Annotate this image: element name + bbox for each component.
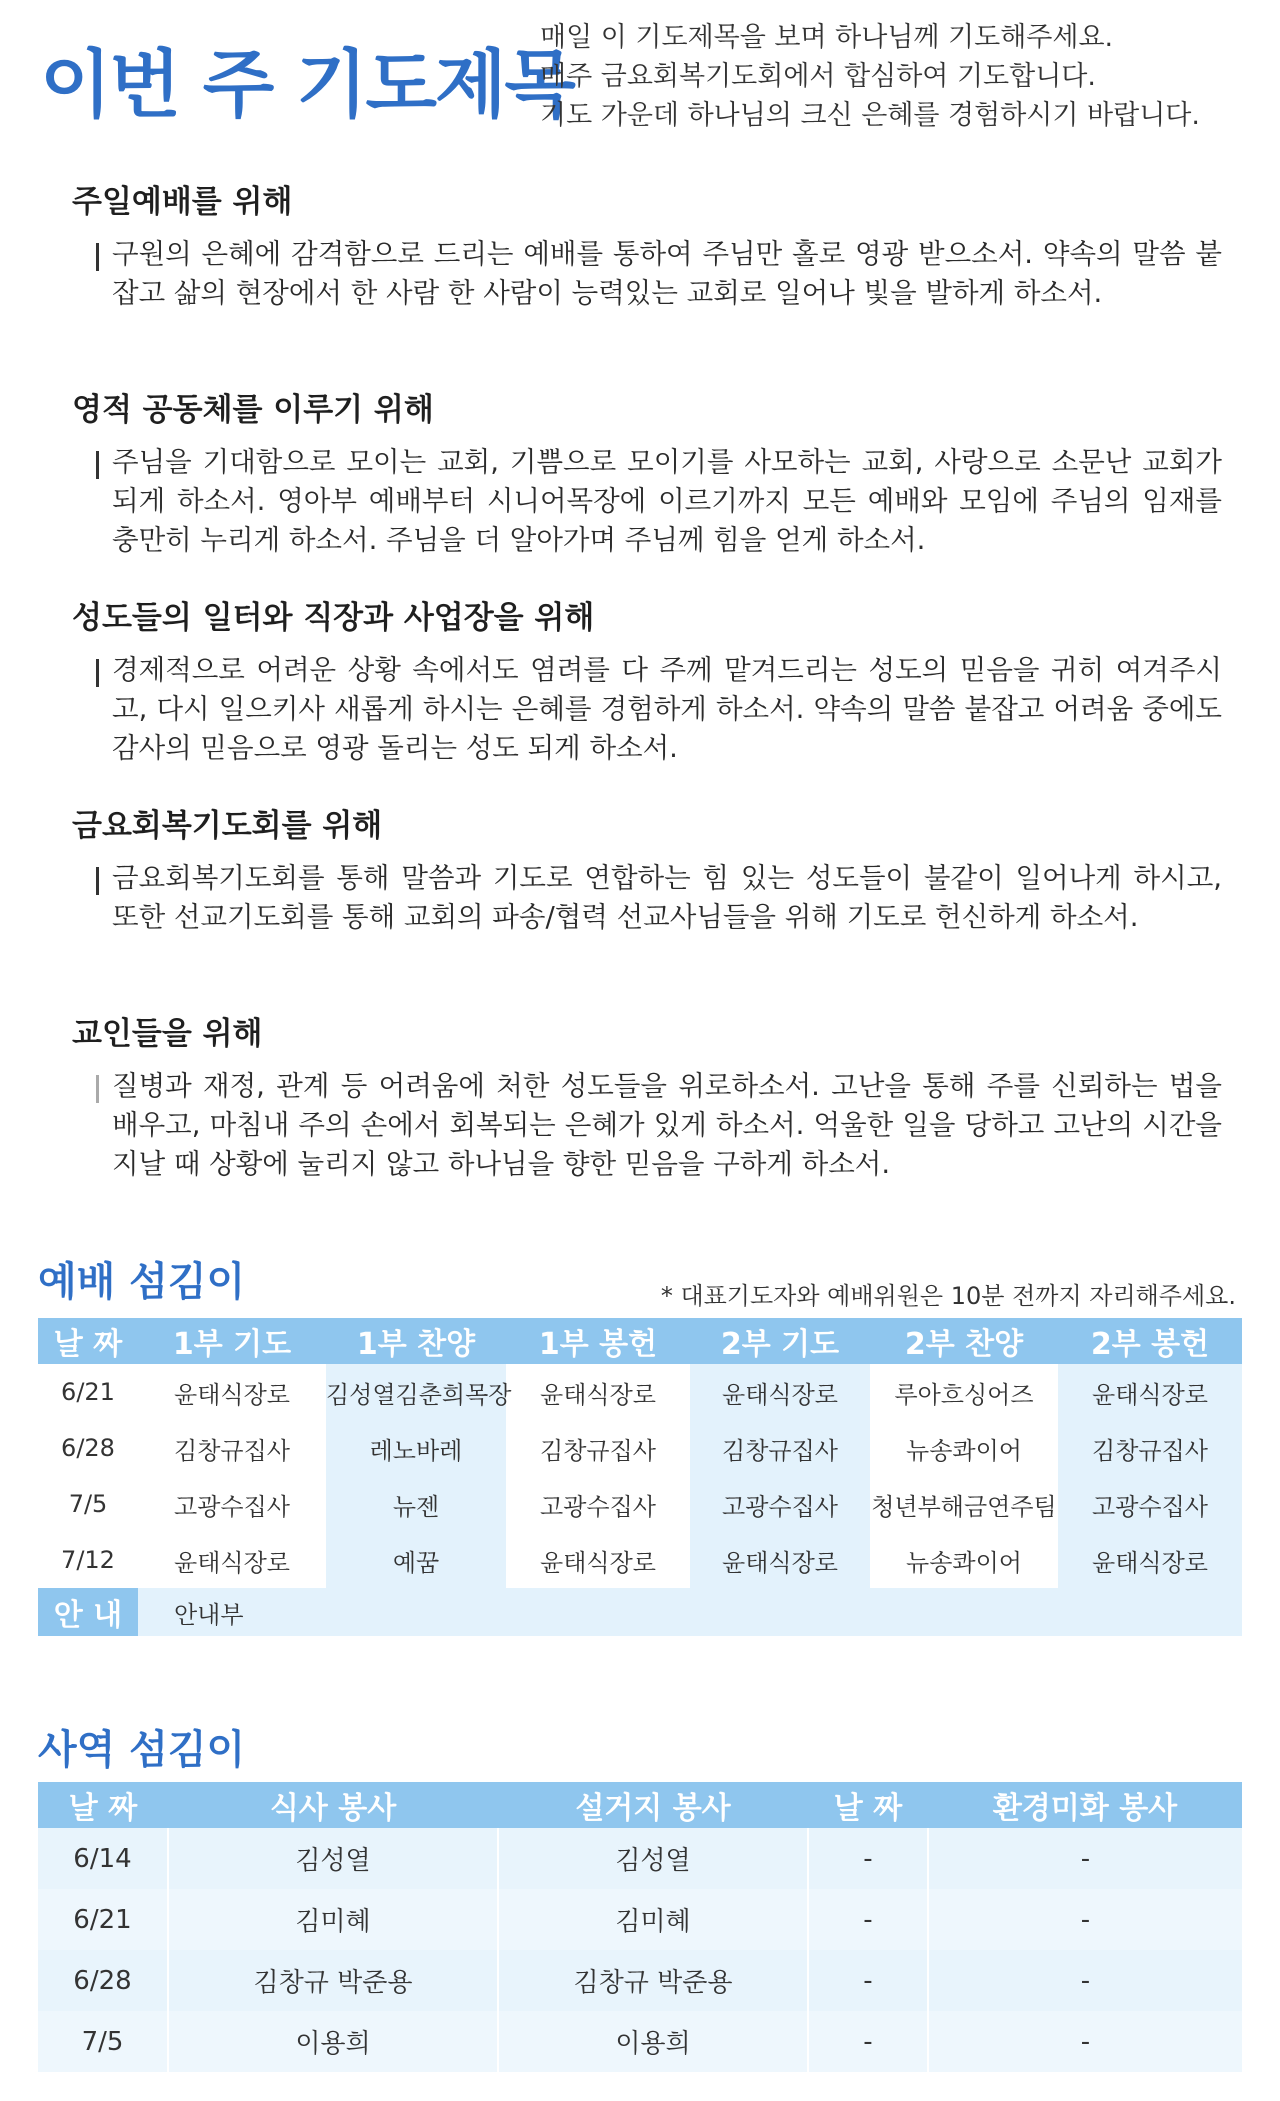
table-cell: 김성열	[498, 1828, 808, 1889]
worship-section-title: 예배 섬김이	[38, 1259, 246, 1305]
bullet-bar	[96, 867, 99, 895]
header-line: 매주 금요회복기도회에서 합심하여 기도합니다.	[540, 61, 1096, 92]
date-cell: 6/14	[38, 1828, 168, 1889]
table-row	[38, 2011, 1242, 2072]
worship-note: * 대표기도자와 예배위원은 10분 전까지 자리해주세요.	[660, 1282, 1236, 1310]
table-row	[38, 1364, 1242, 1420]
prayer-body-wrap	[72, 443, 1222, 560]
table-cell: 윤태식장로	[1058, 1532, 1242, 1588]
prayer-body-wrap	[72, 235, 1222, 313]
guide-value: 안내부	[138, 1588, 1242, 1636]
prayer-section-community	[72, 384, 1222, 560]
bullet-bar	[96, 659, 99, 687]
prayer-title: 주일예배를 위해	[72, 184, 293, 220]
guide-label: 안 내	[38, 1588, 138, 1636]
service-section-title: 사역 섬김이	[38, 1727, 246, 1773]
table-cell: 김창규 박준용	[498, 1950, 808, 2011]
date-cell: 6/21	[38, 1889, 168, 1950]
table-cell: 뉴송콰이어	[906, 1436, 1022, 1465]
col-header-1-offering: 1부 봉헌	[506, 1318, 690, 1364]
header	[40, 18, 1240, 131]
table-row	[38, 1889, 1242, 1950]
col-header-2-praise: 2부 찬양	[870, 1318, 1058, 1364]
prayer-section-worship	[72, 176, 1222, 313]
col-header-2-prayer: 2부 기도	[690, 1318, 870, 1364]
table-cell: 고광수집사	[540, 1492, 656, 1521]
date-cell: -	[808, 2011, 928, 2072]
worship-table	[38, 1318, 1242, 1636]
table-cell: 윤태식장로	[540, 1548, 656, 1577]
prayer-body-wrap	[72, 651, 1222, 768]
date-cell: 7/12	[61, 1546, 115, 1574]
prayer-section-members	[72, 1008, 1222, 1184]
table-cell: 이용희	[498, 2011, 808, 2072]
table-cell: 뉴젠	[326, 1476, 506, 1532]
service-table	[38, 1782, 1242, 2072]
table-cell: 윤태식장로	[1058, 1364, 1242, 1420]
table-cell: 고광수집사	[1058, 1476, 1242, 1532]
prayer-section-friday	[72, 800, 1222, 937]
table-cell: 김창규 박준용	[168, 1950, 498, 2011]
table-cell: 김미혜	[498, 1889, 808, 1950]
table-cell: 윤태식장로	[690, 1532, 870, 1588]
date-cell: 6/28	[38, 1950, 168, 2011]
table-cell: 김창규집사	[540, 1436, 656, 1465]
prayer-title: 영적 공동체를 이루기 위해	[72, 392, 434, 428]
prayer-title: 금요회복기도회를 위해	[72, 808, 383, 844]
prayer-body-wrap	[72, 859, 1222, 937]
table-cell: 김성열김춘희목장	[326, 1364, 506, 1420]
table-cell: 윤태식장로	[540, 1380, 656, 1409]
prayer-body: 구원의 은혜에 감격함으로 드리는 예배를 통하여 주님만 홀로 영광 받으소서. 약속의 말씀 붙잡고 삶의 현장에서 한 사람 한 사람이 능력있는 교회로 일어나 빛을 발하게 하소서.	[112, 238, 1222, 309]
table-cell: -	[928, 2011, 1242, 2072]
table-row	[38, 1532, 1242, 1588]
bullet-bar	[96, 243, 99, 271]
table-cell: 레노바레	[326, 1420, 506, 1476]
col-header-dishes: 설거지 봉사	[498, 1782, 808, 1828]
date-cell: -	[808, 1950, 928, 2011]
table-cell: 윤태식장로	[174, 1380, 290, 1409]
col-header-date: 날 짜	[38, 1318, 138, 1364]
header-line: 매일 이 기도제목을 보며 하나님께 기도해주세요.	[540, 22, 1114, 53]
prayer-body: 질병과 재정, 관계 등 어려움에 처한 성도들을 위로하소서. 고난을 통해 주를 신뢰하는 법을 배우고, 마침내 주의 손에서 회복되는 은혜가 있게 하소서. 억울한 일을 당하고 고난의 시간을 지날 때 상황에 눌리지 않고 하나님을 향한 믿음을 구하게 하소서.	[112, 1070, 1222, 1180]
table-header-row	[38, 1782, 1242, 1828]
col-header-1-prayer: 1부 기도	[138, 1318, 326, 1364]
col-header-date-2: 날 짜	[808, 1782, 928, 1828]
table-cell: 김창규집사	[690, 1420, 870, 1476]
table-cell: -	[928, 1889, 1242, 1950]
table-header-row	[38, 1318, 1242, 1364]
prayer-body: 주님을 기대함으로 모이는 교회, 기쁨으로 모이기를 사모하는 교회, 사랑으로 소문난 교회가 되게 하소서. 영아부 예배부터 시니어목장에 이르기까지 모든 예배와 모임에 주님의 임재를 충만히 누리게 하소서. 주님을 더 알아가며 주님께 힘을 얻게 하소서.	[112, 446, 1222, 556]
date-cell: 7/5	[68, 1490, 108, 1518]
table-cell: 김성열	[168, 1828, 498, 1889]
date-cell: 7/5	[38, 2011, 168, 2072]
prayer-title: 성도들의 일터와 직장과 사업장을 위해	[72, 600, 595, 636]
table-cell: 김미혜	[168, 1889, 498, 1950]
guide-row	[38, 1588, 1242, 1636]
date-cell: 6/28	[61, 1434, 115, 1462]
prayer-section-workplace	[72, 592, 1222, 768]
table-row	[38, 1420, 1242, 1476]
col-header-1-praise: 1부 찬양	[326, 1318, 506, 1364]
table-cell: 뉴송콰이어	[906, 1548, 1022, 1577]
table-cell: 윤태식장로	[690, 1364, 870, 1420]
table-cell: 고광수집사	[174, 1492, 290, 1521]
table-cell: -	[928, 1950, 1242, 2011]
header-line: 기도 가운데 하나님의 크신 은혜를 경험하시기 바랍니다.	[540, 100, 1200, 131]
bullet-bar	[96, 451, 99, 479]
date-cell: -	[808, 1889, 928, 1950]
table-cell: 청년부해금연주팀	[871, 1492, 1057, 1521]
date-cell: 6/21	[61, 1378, 115, 1406]
table-cell: 김창규집사	[174, 1436, 290, 1465]
prayer-body-wrap	[72, 1067, 1222, 1184]
col-header-cleaning: 환경미화 봉사	[928, 1782, 1242, 1828]
col-header-date: 날 짜	[38, 1782, 168, 1828]
col-header-2-offering: 2부 봉헌	[1058, 1318, 1242, 1364]
table-row	[38, 1828, 1242, 1889]
table-cell: 이용희	[168, 2011, 498, 2072]
date-cell: -	[808, 1828, 928, 1889]
prayer-body: 경제적으로 어려운 상황 속에서도 염려를 다 주께 맡겨드리는 성도의 믿음을 귀히 여겨주시고, 다시 일으키사 새롭게 하시는 은혜를 경험하게 하소서. 약속의 말씀 붙잡고 어려움 중에도 감사의 믿음으로 영광 돌리는 성도 되게 하소서.	[112, 654, 1222, 764]
table-cell: 김창규집사	[1058, 1420, 1242, 1476]
header-intro	[540, 18, 1200, 135]
table-cell: 루아흐싱어즈	[894, 1380, 1034, 1409]
prayer-title: 교인들을 위해	[72, 1016, 263, 1052]
prayer-body: 금요회복기도회를 통해 말씀과 기도로 연합하는 힘 있는 성도들이 불같이 일어나게 하시고, 또한 선교기도회를 통해 교회의 파송/협력 선교사님들을 위해 기도로 헌신하게 하소서.	[112, 862, 1222, 933]
table-cell: 윤태식장로	[174, 1548, 290, 1577]
bullet-bar	[96, 1075, 99, 1103]
col-header-meal: 식사 봉사	[168, 1782, 498, 1828]
table-cell: -	[928, 1828, 1242, 1889]
page-title: 이번 주 기도제목	[40, 42, 574, 128]
table-row	[38, 1476, 1242, 1532]
table-cell: 고광수집사	[690, 1476, 870, 1532]
table-cell: 예꿈	[326, 1532, 506, 1588]
table-row	[38, 1950, 1242, 2011]
